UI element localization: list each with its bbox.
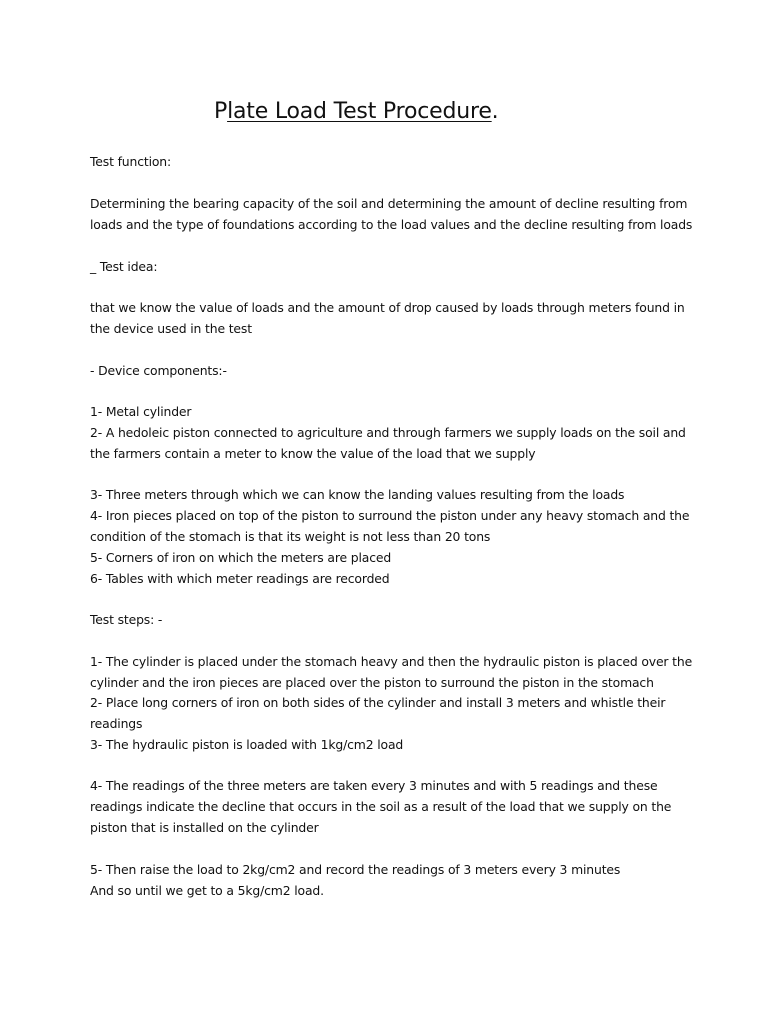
list-item: 4- Iron pieces placed on top of the piston to surround the piston under any heavy stomach and the <box>90 508 690 523</box>
list-item-continuation: the farmers contain a meter to know the value of the load that we supply <box>90 446 536 461</box>
list-item: 5- Then raise the load to 2kg/cm2 and record the readings of 3 meters every 3 minutes <box>90 862 621 877</box>
paragraph-line: loads and the type of foundations according to the load values and the decline resulting from loads <box>90 217 693 232</box>
list-item-continuation: readings indicate the decline that occurs in the soil as a result of the load that we supply on the <box>90 799 672 814</box>
list-item: 6- Tables with which meter readings are recorded <box>90 571 390 586</box>
paragraph-line: And so until we get to a 5kg/cm2 load. <box>90 883 324 898</box>
heading-test-steps: Test steps: - <box>90 612 163 627</box>
page-title <box>0 96 768 128</box>
title-first-letter: P <box>214 99 228 124</box>
paragraph-line: that we know the value of loads and the amount of drop caused by loads through meters found in <box>90 300 685 315</box>
list-item-continuation: cylinder and the iron pieces are placed over the piston to surround the piston in the stomach <box>90 675 654 690</box>
list-item: 1- Metal cylinder <box>90 404 192 419</box>
list-item: 4- The readings of the three meters are taken every 3 minutes and with 5 readings and these <box>90 778 658 793</box>
heading-device-components: - Device components:- <box>90 363 227 378</box>
heading-test-idea: _ Test idea: <box>90 259 158 274</box>
list-item: 5- Corners of iron on which the meters are placed <box>90 550 392 565</box>
list-item: 3- Three meters through which we can know the landing values resulting from the loads <box>90 487 625 502</box>
title-underlined-text: late Load Test Procedure <box>227 99 492 124</box>
paragraph-line: Determining the bearing capacity of the soil and determining the amount of decline resulting from <box>90 196 688 211</box>
list-item: 2- A hedoleic piston connected to agriculture and through farmers we supply loads on the soil and <box>90 425 686 440</box>
title-period: . <box>491 99 499 124</box>
paragraph-line: the device used in the test <box>90 321 252 336</box>
list-item: 2- Place long corners of iron on both sides of the cylinder and install 3 meters and whistle their <box>90 695 666 710</box>
list-item: 3- The hydraulic piston is loaded with 1kg/cm2 load <box>90 737 404 752</box>
heading-test-function: Test function: <box>90 154 172 169</box>
list-item: 1- The cylinder is placed under the stomach heavy and then the hydraulic piston is placed over the <box>90 654 693 669</box>
list-item-continuation: condition of the stomach is that its weight is not less than 20 tons <box>90 529 491 544</box>
list-item-continuation: piston that is installed on the cylinder <box>90 820 319 835</box>
list-item-continuation: readings <box>90 716 143 731</box>
